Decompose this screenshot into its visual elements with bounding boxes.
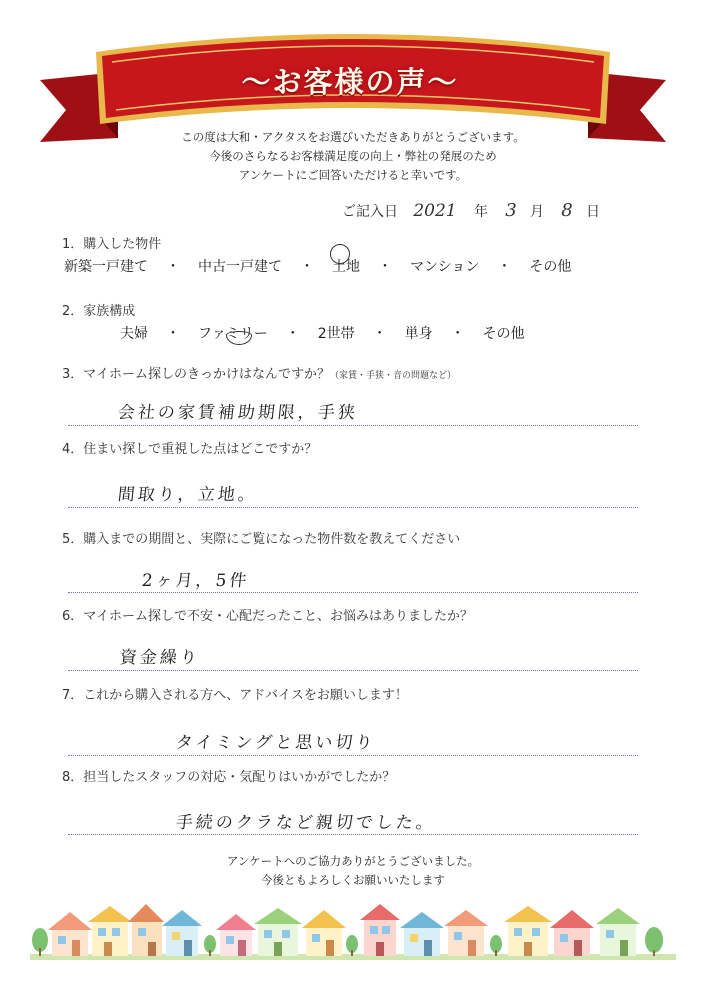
option-land-label: 土地 <box>332 259 360 275</box>
answer-line <box>68 592 638 593</box>
question-1-options <box>64 256 571 276</box>
answer-line <box>68 755 638 756</box>
separator: ・ <box>497 259 512 275</box>
option-other[interactable]: その他 <box>529 259 572 275</box>
separator: ・ <box>285 326 300 342</box>
date-year-unit: 年 <box>474 204 488 220</box>
date-month-field[interactable]: 3 <box>505 200 517 221</box>
separator: ・ <box>166 326 180 342</box>
option-mansion[interactable]: マンション <box>410 259 480 275</box>
intro-line: アンケートにご回答いただけると幸いです。 <box>238 168 468 182</box>
intro-text <box>0 128 706 185</box>
answer-line <box>68 670 638 671</box>
answer-line <box>68 425 638 426</box>
footer-text <box>0 852 706 890</box>
tree-illustration <box>32 928 48 956</box>
separator: ・ <box>450 326 465 342</box>
answer-4[interactable]: 間取り，立地。 <box>116 485 259 505</box>
option-other[interactable]: その他 <box>482 326 525 342</box>
house-illustration <box>30 900 676 960</box>
option-family[interactable] <box>198 323 268 343</box>
separator: ・ <box>378 259 392 275</box>
footer-line: アンケートへのご協力ありがとうございました。 <box>226 854 480 868</box>
option-new-house[interactable]: 新築一戸建て <box>64 259 148 275</box>
option-used-house[interactable]: 中古一戸建て <box>198 259 282 275</box>
date-year-field[interactable]: 2021 <box>413 201 457 221</box>
answer-3[interactable]: 会社の家賃補助期限，手狭 <box>116 403 359 423</box>
option-couple[interactable]: 夫婦 <box>120 326 148 342</box>
question-4-label: 4．住まい探しで重視した点はどこですか？ <box>62 442 318 457</box>
answer-line <box>68 507 638 508</box>
question-3-text: 3．マイホーム探しのきっかけはなんですか？ <box>62 367 331 382</box>
answer-line <box>68 834 638 835</box>
date-day-unit: 日 <box>586 204 600 220</box>
option-two-generation[interactable]: 2世帯 <box>317 326 355 342</box>
question-6-label: 6．マイホーム探しで不安・心配だったこと、お悩みはありましたか？ <box>62 609 474 624</box>
date-label: ご記入日 <box>342 204 398 220</box>
footer-line: 今後ともよろしくお願いいたします <box>261 873 445 887</box>
date-day-field[interactable]: 8 <box>561 200 573 221</box>
date-row <box>342 200 610 224</box>
answer-5[interactable]: 2ヶ月，5件 <box>140 571 251 591</box>
option-land[interactable] <box>332 256 360 276</box>
question-3-label <box>62 363 456 382</box>
separator: ・ <box>166 259 180 275</box>
question-8-label: 8．担当したスタッフの対応・気配りはいかがでしたか？ <box>62 770 396 785</box>
banner-title: ～お客様の声～ <box>241 65 459 99</box>
date-month-unit: 月 <box>530 204 544 220</box>
question-2-label: 2．家族構成 <box>62 304 136 319</box>
separator: ・ <box>300 259 314 275</box>
answer-7[interactable]: タイミングと思い切り <box>174 733 377 753</box>
question-5-label: 5．購入までの期間と、実際にご覧になった物件数を教えてください <box>62 532 461 547</box>
answer-8[interactable]: 手続のクラなど親切でした。 <box>174 813 437 833</box>
separator: ・ <box>372 326 387 342</box>
question-1-label: 1．購入した物件 <box>62 237 162 252</box>
intro-line: この度は大和・アクタスをお選びいただきありがとうございます。 <box>181 130 525 144</box>
answer-6[interactable]: 資金繰り <box>118 648 201 668</box>
option-family-label: ファミリー <box>198 326 268 342</box>
question-7-label: 7．これから購入される方へ、アドバイスをお願いします！ <box>62 688 408 703</box>
question-3-hint: （家賃・手狭・音の問題など） <box>330 371 457 381</box>
option-single[interactable]: 単身 <box>404 326 433 342</box>
question-2-options <box>120 323 525 343</box>
intro-line: 今後のさらなるお客様満足度の向上・弊社の発展のため <box>209 149 497 163</box>
